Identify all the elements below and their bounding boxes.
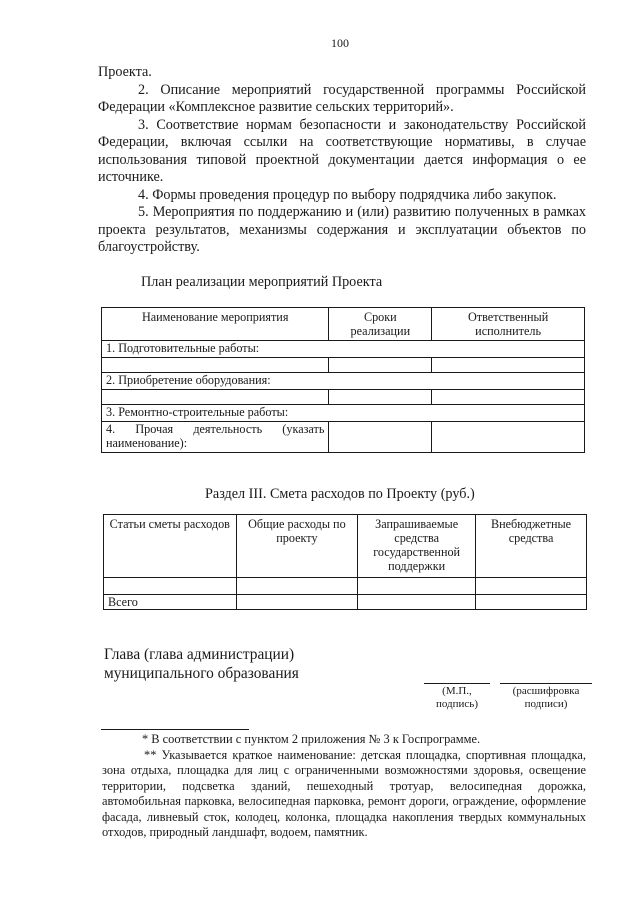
plan-cell — [432, 422, 585, 453]
plan-table — [101, 307, 585, 453]
footnote-1: * В соответствии с пунктом 2 приложения № 3 к Госпрограмме. — [142, 732, 481, 746]
budget-header-requested: Запрашиваемые средства государственной поддержки — [358, 515, 476, 578]
budget-total-row — [104, 595, 587, 610]
budget-header-items: Статьи сметы расходов — [104, 515, 237, 578]
plan-header-executor: Ответственный исполнитель — [432, 308, 585, 341]
head-title: Глава (глава администрации) муниципального образования — [104, 646, 299, 682]
plan-cell — [329, 390, 432, 405]
decode-signature-line — [500, 683, 592, 684]
plan-section-row — [102, 373, 585, 390]
budget-cell — [236, 578, 358, 595]
plan-section-row — [102, 422, 585, 453]
footnote-divider — [101, 729, 249, 730]
budget-cell — [236, 595, 358, 610]
budget-empty-row — [104, 578, 587, 595]
plan-header-name: Наименование мероприятия — [102, 308, 329, 341]
plan-section-4: 4. Прочая деятельность (указать наименование): — [102, 422, 329, 453]
budget-header-row — [104, 515, 587, 578]
footnotes — [102, 732, 586, 841]
page-number: 100 — [331, 36, 349, 50]
plan-cell — [432, 358, 585, 373]
plan-cell — [102, 390, 329, 405]
plan-empty-row — [102, 390, 585, 405]
footnote-2: ** Указывается краткое наименование: детская площадка, спортивная площадка, зона отдыха, площадка для лиц с ограниченными возможностями здоровья, освещение территории, подсветка зданий, пешеходный тротуар, велосипедная дорожка, автомобильная парковка, велосипедная парковка, ремонт дороги, ограждение, оформление фасада, ливневый сток, колодец, колонка, площадка накопления твердых коммунальных отходов, природный ландшафт, водоем, памятник. — [102, 747, 586, 839]
plan-cell — [329, 358, 432, 373]
plan-section-row — [102, 341, 585, 358]
budget-cell — [358, 595, 476, 610]
plan-empty-row — [102, 358, 585, 373]
plan-section-1: 1. Подготовительные работы: — [102, 341, 585, 358]
budget-table — [103, 514, 587, 610]
seal-signature-label: (М.П., подпись) — [435, 685, 478, 710]
budget-cell — [476, 578, 587, 595]
budget-header-total-costs: Общие расходы по проекту — [236, 515, 358, 578]
budget-cell — [476, 595, 587, 610]
budget-caption: Раздел III. Смета расходов по Проекту (руб.) — [205, 486, 475, 502]
paragraph-4: 4. Формы проведения процедур по выбору подрядчика либо закупок. — [138, 186, 557, 203]
plan-header-terms: Сроки реализации — [329, 308, 432, 341]
budget-cell — [358, 578, 476, 595]
plan-section-row — [102, 405, 585, 422]
paragraph-2: 2. Описание мероприятий государственной программы Российской Федерации «Комплексное развитие сельских территорий». — [98, 81, 586, 115]
seal-signature-line — [424, 683, 490, 684]
paragraph-5: 5. Мероприятия по поддержанию и (или) развитию полученных в рамках проекта результатов, механизмы содержания и эксплуатации объектов по благоустройству. — [98, 204, 586, 255]
plan-header-row — [102, 308, 585, 341]
plan-section-2: 2. Приобретение оборудования: — [102, 373, 585, 390]
budget-cell — [104, 578, 237, 595]
decode-signature-label: (расшифровка подписи) — [512, 685, 580, 710]
intro-text — [98, 64, 586, 257]
plan-section-3: 3. Ремонтно-строительные работы: — [102, 405, 585, 422]
paragraph-3: 3. Соответствие нормам безопасности и законодательству Российской Федерации, включая ссылки на соответствующие нормативы, в случае использования типовой проектной документации дается информация о ее источнике. — [98, 116, 586, 185]
budget-total-label: Всего — [104, 595, 237, 610]
plan-cell — [329, 422, 432, 453]
plan-caption: План реализации мероприятий Проекта — [141, 274, 383, 290]
budget-header-extrabudget: Внебюджетные средства — [476, 515, 587, 578]
plan-cell — [432, 390, 585, 405]
paragraph-project: Проекта. — [98, 64, 152, 80]
plan-cell — [102, 358, 329, 373]
